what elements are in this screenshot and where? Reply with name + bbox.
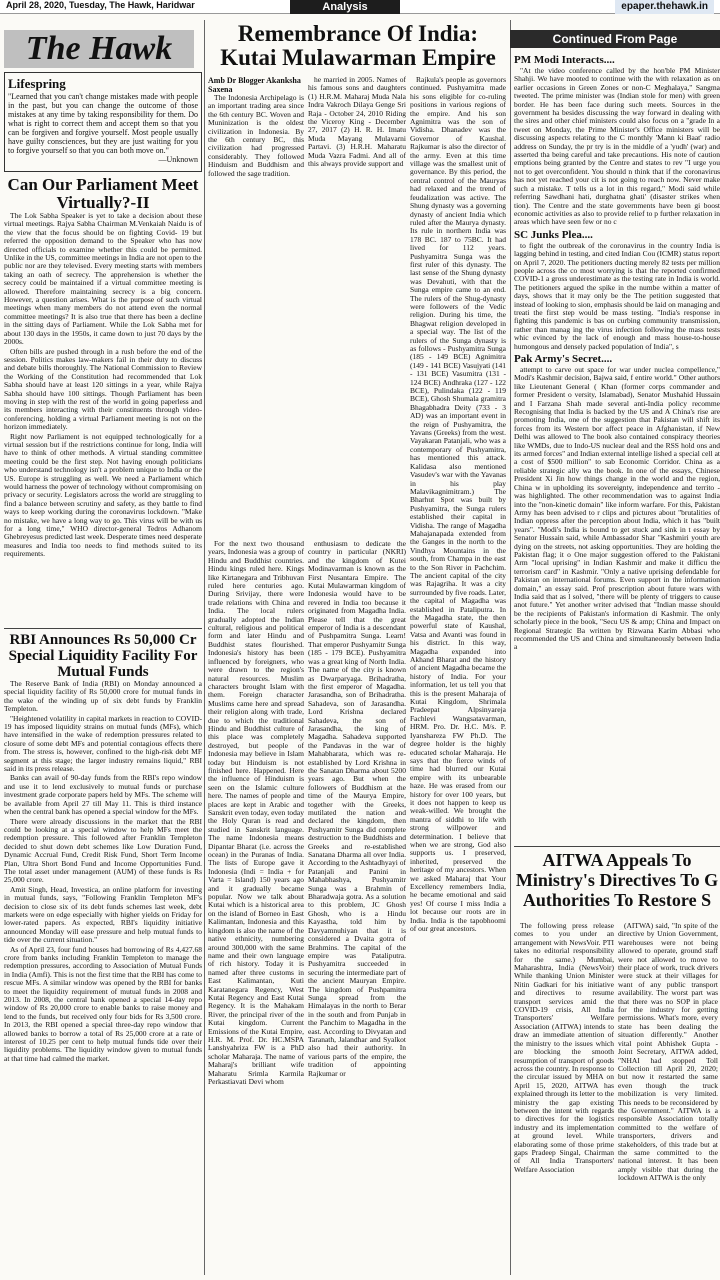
rbi-headline: RBI Announces Rs 50,000 Cr Special Liquidity Facility For Mutual Funds: [8, 632, 198, 680]
top-strip: [0, 0, 720, 14]
remembrance-col-2: [308, 76, 406, 536]
rbi-para: As of April 23, four fund houses had borrowing of Rs 4,427.68 crore from banks including Franklin Templeton to manage the redemption pressures, according to Association of Mutual Funds in India (Amfi). This is not the first time that the RBI has come to rescue MFs. A similar window was opened by the RBI for banks to meet the liquidity requirement of mutual funds in 2008 and 2013. In 2008, the central bank opened a special 14-day repo window of Rs 20,000 crore to enable banks to raise money and lend to the funds, but received only four bids for Rs 3,500 crore. In 2013, the RBI opened a special three-day repo window that allowed banks to borrow a total of Rs 25,000 crore at a rate of interest of 10.25 per cent to help mutual funds tide over their liquidity problems. The liquidity window given to mutual funds at that time had calmed the market.: [4, 944, 202, 1063]
aitwa-headline: AITWA Appeals To Ministry's Directives To G Authorities To Restore S: [515, 850, 719, 910]
sc-subhead: SC Junks Plea....: [514, 228, 593, 241]
continued-banner: Continued From Page: [510, 30, 720, 48]
remembrance-para: For the next two thousand years, Indonesia was a group of Hindu and Buddhist countries. Hindu kings ruled here. Kings like Kirtanegara and Tribhuvan ruled here centuries ago. During Srivijay, there were trade relations with China and India. The local rulers gradually adopted the Indian cultural, religious and political form and later Hindu and Buddhist states flourished. Indonesia's history has been influenced by foreigners, who were drawn to the region's natural resources. Muslim characters brought Islam with them. Foreign character Muslims came here and spread their religion along with trade, due to which the traditional Hindu and Buddhist culture of this place was completely destroyed, but people of Indonesia may believe in Islam today but Hinduism is not finished here. Happened. Here the influence of Hinduism is seen on the Islamic culture here. The names of people and places are kept in Arabic and Sanskrit even today, even today the Holy Quran is read and studied in Sanskrit language. The name Indonesia means Dipantar Bharat (i.e. across the ocean) in the Puranas of India. The lists of Europe gave it Indonesia (Indi = India + for Varta = Island) 150 years ago and it gradually became popular. Now we talk about Kutai which is a historical area on the island of Borneo in East Kalimantan, Indonesia and this kingdom is also the name of the native ethnicity, numbering around 300,000 with the same name and their own language of rich history. Today it is named after three customs in East Kalimantan, Kuti Karatanegara Regency, West Kutai Regency and East Kutai Regency. It is the Mahakam River, the principal river of the Kutai kingdom. Current Emissions of the Kutai Empire, H.R. M. Prof. Dr. HC.MSPA Lanshyahriza FW is a PhD scholar Maharaja. The name of Maharaj's brilliant wife Maharatu Srimla Karmila Perkastiavati Devi whom: [208, 540, 304, 1086]
modi-subhead: PM Modi Interacts....: [514, 54, 615, 66]
rbi-para: There were already discussions in the market that the RBI could be looking at a special window to help MFs meet the redemption pressure. This followed after Franklin Templeton decided to shut down debt schemes like Low Duration Fund, Dynamic Accrual Fund, Credit Risk Fund, Short Term Income Plan, Ultra Short Bond Fund and Income Opportunities Fund. The total asset under management (AUM) of these funds is Rs 25,000 crore.: [4, 816, 202, 885]
rbi-para: Amit Singh, Head, Investica, an online platform for investing in mutual funds, says, "Following Franklin Templeton MF's decision to close six of its debt funds schemes last week, debt markets were on edge especially with higher yields on Friday for lower-rated papers. As expected, RBI's liquidity initiative announced Monday will ease pressure and help mutual funds to tide over the current situation.": [4, 884, 202, 945]
lifespring-box: [4, 72, 202, 172]
parliament-article: [4, 176, 202, 626]
continued-articles: [514, 52, 720, 842]
pak-para: attempt to carve out space for war under nuclea compellence," Modi's Kashmir decision, Bajwa said, f entire world." Other authors like Lieutenant General ( Khan (former corps commander and former President o versity, Islamabad), Senator Mushahid Hussain and I Farzana Shah made several anti-India policy recomme Recognising that India is backed by the US and A China's rise are promoting India, one of the suggestion that Pakistan will shift its forces from its Western bor affect peace in Afghanistan, if New Delhi was allowed to The book also contained conspiracy theories like WMDs, due to Indo-US nuclear deal and the RSS hold ons and its armed forces" and Indian external intellige lished a special cell at a cost of $500 million" to sab Economic Corridor. China as a reliable strategic ally wa the book. In one of the essays, Chinese President Xi Jin how things change in the world and the region, China w in upholding its sovereignty, independence and territo - was highlighted. The other recommendation was to against India into the "non-kinetic domain" like inform warfare. For this, Pakistan Army has been advised to r clips and pictures about "brutalities of Indian oppress after the perception about India, which it has "built years". "Modi's India is bound to get stuck and sink in t essay by Senator Hussain said, while Ambassador Shar "Kashmiri youth are dying on the streets, not asking opportunities. They are holding the Pakistan flag; it o One major suggestion offered to the Pakistani Arm "local uprising" in Indian Kashmir and make it difficu the terrorism card" in Kashmir. "Only a native uprising defendable for Pakistan on international forums. Even support in the information domain," an essay said. Prof prescription about future wars with India said that as l solved, "there will be plenty of triggers to cause anot future." Yet another writer advised that "Indian masse should be the recipients of Pakistan's information di Kashmir. The only scholarly piece in the book, "Secu US & amp; China and Impact on Regional Strategic Ba written by Rizwana Karim Abbasi who recommended the US and China and simultaneously between India a: [514, 365, 720, 652]
issue-date: April 28, 2020, Tuesday, The Hawk, Haridwar: [6, 0, 195, 10]
divider: [514, 846, 720, 847]
parliament-para: Right now Parliament is not equipped technologically for a virtual session but if the restrictions continue for long, India will have to think of other methods. A virtual standing committee meeting could be the first step. Not having enough politicians who understand technology isn't a problem unique to India or the US. Europe is struggling as well. We need a Parliament which would harness the power of technology without compromising on privacy or security. Legislators across the world are struggling to find a balance between scrutiny and safety, as they battle to find ways to keep working during the coronavirus lockdown. "Make no mistake, we have a long way to go. This virus will be with us for a long time," WHO director-general Tedros Adhanom Ghebreyesus predicted last week. Desperate times need desperate measures and India too needs to find methods suited to its requirements.: [4, 431, 202, 559]
remembrance-col-2b: [308, 540, 406, 1276]
parliament-para: Often bills are pushed through in a rush before the end of the session. Politics makes law-makers fail in their duty to discuss and debate bills thoroughly. The National Commission to Review the Working of the Constitution had recommended that Lok Sabha should have at least 120 sittings in a year, while Rajya Sabha should have 100 sittings. Though Parliament has been moving in step with the rest of the world in going paperless and its members interacting with their constituents through video-conferencing, holding a virtual Parliament meeting is not on the horizon immediately.: [4, 346, 202, 432]
rbi-para: Banks can avail of 90-day funds from the RBI's repo window and use it to lend exclusively to mutual funds or purchase investment grade corporate papers held by MFs. The scheme will be available from April 27 till May 11. This is third instance when the central bank has opened a special window for the MFs.: [4, 773, 202, 817]
remembrance-headline: Remembrance Of India: Kutai Mulawarman Empire: [220, 22, 496, 70]
rbi-article: [4, 632, 202, 1276]
divider: [4, 628, 202, 629]
lifespring-author: —Unknown: [158, 155, 198, 164]
aitwa-headline-block: [514, 850, 720, 918]
aitwa-col-2: [618, 922, 718, 1276]
remembrance-col-1: [208, 76, 304, 536]
aitwa-col-1: [514, 922, 614, 1276]
rbi-para: "Heightened volatility in capital markets in reaction to COVID-19 has imposed liquidity strains on mutual funds (MFs), which have intensified in the wake of redemption pressures related to closure of some debt MFs and potential contagious effects there from. The stress is, however, confined to the high-risk debt MF segment at this stage; the larger industry remains liquid," RBI said in its press release.: [4, 713, 202, 774]
remembrance-col-1b: [208, 540, 304, 1276]
remembrance-para: Rajkula's people as governors continued. Pushyamitra made his sons eligible for co-ruling positions in various regions of the empire. And his son Agnimitra was the son of Vidisha. Dhanadev was the Governor of Kaushal. Rajkumar is also the director of the army. Even at this time village was the smallest unit of governance. By this period, the central control of the Mauryas had relaxed and the trend of feudalization was active. The Shung dynasty was a governing dynasty of ancient India which ruled after the Maurya dynasty. Its rule in northern India was 178 BC. 187 to 75BC. It had lived for 112 years. Pushyamitra Sunga was the first ruler of this dynasty. The last sense of the Shung dynasty was Devahuti, with that the Sunga empire came to an end. The rulers of the Shug-dynasty were followers of the Vedic religion. During his time, the Bhagwat religion developed in a special way. The list of the rulers of the Sunga dynasty is as follows - Pushyamitra Sunga (185 - 149 BCE) Agnimitra (149 - 141 BCE) Vasujyati (141 - 131 BCE) Vasumitra (131 - 124 BCE) Andhraka (127 - 122 BCE), Pulindaka (122 - 119 BCE), Ghosh Shumala gramitra Bhagabhadra Deity (733 - 3 AD) was an important event in the reign of Pushyamitra, the Yavans (Greeks) from the west. Vayakaran Patanjali, who was a contemporary of Pushyamitra, has mentioned this attack. Kalidasa also mentioned Vasudev's war with the Yavanas in his play Malavikagnimitram.) The Bharhut Spot was built by Pushyamitra, the Sunga rulers established their capital in Vidisha. The range of Magadha Mahajanapada extended from the Ganges in the north to the Vindhya Mountains in the south, from Champa in the east to the Son River in Pachchim. The ancient capital of the city was Rajagriha. It was a city surrounded by five roads. Later, the capital of Magadha was established in Pataliputra. In the Magadha state, the then powerful state of Kaushal, Vatsa and Avanti was found in his district. In this way, Magadha expanded into Akhand Bharat and the history of ancient Magadha became the history of India. For your information, let us tell you that this is the present Maharaja of Kutai Kingdom, Shrimala Pradeepat Alpsinyareja Fachlevi Wangsatavarman, HRM. Pro. Dr. H.C. M/s. P. Iyanshareza FW Ph.D. The degree holder is the highly educated scholar Maharaja. He says that the fierce winds of time had blurred our Kutai empire with its unbearable haze. He was erased from our history for over 100 years, but it does not happen to keep us weak-willed. We brought the mantra of siddhi to life with strong willpower and determination. I believe that when we are strong, God also supports us. I preserved, inherited, preserved the heritage of my ancestors. When we asked Maharaj that Your Excellency remembers India, he became emotional and said yes! Of course I miss India a lot because our roots are in India. India is the tapobhoomi of our great ancestors.: [410, 76, 506, 934]
remembrance-para: he married in 2005. Names of his famous sons and daughters (1) H.R.M. Maharaj Muda Nala Indra Vakroch Dilaya Genge Sri Raja - October 24, 2010 Riding the Viceroy King - December 27, 2017 (2) H. R. H. Imatu Muda Mayang Mulavarni Partavi. (3) H.R.H. Maharatu Muda Vazra Fadmi. And all of this always provide support and: [308, 76, 406, 169]
byline: Amb Dr Blogger Akanksha Saxena: [208, 76, 301, 94]
parliament-para: The Lok Sabha Speaker is yet to take a decision about these virtual meetings. Rajya Sabha Chairman M.Venkaiah Naidu is of the view that the focus should be on fighting Covid- 19 but referred the opposition demand to the Speaker who has now directed officials to examine whether this could be permitted. Unlike in the US, committee meetings in India are not open to the public nor are they televised. Every meeting starts with members taking an oath of secrecy. The apprehension is whether the secrecy could be maintained if a virtual committee meeting is allowed. Therefore maintaining secrecy is a big concern. However, a question arises. What is the purpose of such virtual meetings when many members do not attend even the normal committee meetings? It is also true that there has been a decline in the sitting days of Parliament. While the Lok Sabha met for about 130 days in the 1950s, it came down to just 70 days by the 2000s.: [4, 211, 202, 347]
aitwa-para: (AITWA) said, "In spite of the directive by Union Government, warehouses were not being allowed to operate, ground staff were not allowed to move to their place of work, truck drivers were stuck at their villages for want of any public transport availability. The worst part was that there was no SOP in place for the industry for getting permissions. What's more, every state has been dealing the situation differently." Another vital point Abhishek Gupta - Joint Secretary, AITWA added, "NHAI had stopped Toll Collection till April 20, 2020; but now it restarted the same even though the truck mobilization is very limited. This needs to be reconsidered by the Government." AITWA is a responsible Association totally committed to the welfare of transporters, drivers and stakeholders, of this trade but at the same committed to the national interest. It has been amply visible that during the lockdown AITWA is the only: [618, 922, 718, 1183]
rbi-para: The Reserve Bank of India (RBI) on Monday announced a special liquidity facility of Rs 50,000 crore for mutual funds in the wake of the winding up of six debt funds by Franklin Templeton.: [4, 679, 202, 714]
column-rule: [510, 20, 511, 1275]
parliament-headline: Can Our Parliament Meet Virtually?-II: [7, 176, 199, 212]
remembrance-headline-block: [208, 22, 508, 74]
remembrance-para: The Indonesia Archipelago is an important trading area since the 6th century BC. Woven and Muninization is the oldest civilization in Indonesia. By the 6th century BC, this civilization had progressed considerably. They followed Hinduism and Buddhism and followed the sage tradition.: [208, 93, 304, 178]
lifespring-quote: "Learned that you can't change mistakes made with people in the past, but you can change the outcome of those mistakes at any time by taking responsibility for them. Do what is right to correct them and accept them so that you can be forgiven and forgive yourself. Most people usually have guilty consciences, but they are just waiting for you to forgive yourself so that you can both move on.": [8, 92, 198, 155]
remembrance-col-3: [410, 76, 506, 1276]
aitwa-para: The following press release comes to you under an arrangement with NewsVoir. PTI takes no editorial responsibility for the same.) Mumbai, Maharashtra, India (NewsVoir) While thanking Union Minister Nitin Gadkari for his initiative and directives to resume transport services amid the COVID-19 crisis, All India Transporters' Welfare Association (AITWA) intends to draw an immediate attention of the ministry to the issues which are blocking the smooth resumption of transport of goods across the country. In response to the circular issued by MHA on April 15, 2020, AITWA has explained through its letter to the ministry the gap existing between the intent with regards to directives for the logistics industry and its implementation at ground level. While elaborating some of those prime gaps Pradeep Singal, Chairman of All India Transporters' Welfare Association: [514, 922, 614, 1174]
remembrance-para: enthusiasm to dedicate the country in particular (NKRI) and the kingdom of Kutei Modinavarman is known as the First Nusantara Empire. The Kutai Mulawarman kingdom of Indonesia would have to be revered in India too because it originated from Magadha India. Please tell that the great emperor of India is a descendant of Pushpamitra Sunga. Learn! That emperor Pushyamitr Sunga (185 - 179 BCE). Pushyamitra was a great king of North India. The name of the city is known as Dwarparyaga. Brihadratha, the first emperor of Magadha. Jarasandha, son of Brihadratha. Sahadeva, son of Jarasandha. Lord Krishna declared Sahadeva, the son of Jarasandha, the king of Magadha. Sahadeva supported the Pandavas in the war of Mahabharata, which was re-established by Lord Krishna in the Sanatan Dharma about 5200 years ago. But when the followers of Buddhism at the time of the Maurya Empire, together with the Greeks, mutilated the nation and declared the kingdom, then Pushyamitr Sunga did complete destruction to the Buddhists and Greeks and re-established Sanatana Dharma all over India. According to the Ashtadhyayi of Patanjali and Panini in Mahabhashya, Pushyamitr Sunga was a Brahmin of Bharadwaja gotra. As a solution to this problem, JC Ghosh Ghosh, who is a Hindu Kayastha, told him by Davyamnuhiyan that it is considered a Dvaita gotra of Brahmins. The capital of the empire was Pataliputra. Pushyamitra succeeded in securing the intermediate part of the ancient Mauryan Empire. The kingdom of Pushpamitra Sunga spread from the Himalayas in the north to Berar in the south and from Punjab in the Panchim to Magadha in the east. According to Divyatan and Taranath, Jalandhar and Syalkot also had their authority. In various parts of the empire, the tradition of appointing Rajkumar or: [308, 540, 406, 1078]
modi-para: "At the video conference called by the hon'ble PM Minister Shahji. We have mooted to continue with the with relaxation as on earlier occasions in Green Zones or non-C Meghalaya," Sangma tweeted. The prime minister was (Indian stole for men) with green border. He has been face during such meets. Sources in the government ha besides discussing the way forward in dealing with the sires and other chief ministers could also focus on a "grade In a tweet on Monday, the Prime Minister's Office ministers will be discussing aspects relating to the C monthly 'Mann ki Baat' radio address on Sunday, the pr try is in the middle of a 'yudh' (war) and asserted tha being careful and take precautions. His note of caution emptions being granted by the Centre and states to rev "I urge you not to get overconfident. You should n think that if the coronavirus has not yet reached your cit is not going to reach now. Never make such a mistake. T tells us a lot in this regard," Modi said while referring Sawdhani hati, durghatna ghati' (disaster strikes when tion). The Centre and the state governments have been gi boost economic activities as also to provide relief to p further relaxation in areas which have seen few or no c: [514, 66, 720, 227]
pak-subhead: Pak Army's Secret....: [514, 353, 613, 365]
section-label: Analysis: [290, 0, 400, 14]
masthead-logo: The Hawk: [4, 30, 194, 68]
site-link[interactable]: epaper.thehawk.in: [615, 0, 714, 14]
column-rule: [204, 20, 205, 1275]
lifespring-title: Lifespring: [8, 76, 66, 91]
sc-para: to fight the outbreak of the coronavirus in the country India is lagging behind in testing, and cited Indian Cou (ICMR) status report on April 7, 2020. The petitioners ducting merely 82 tests per million people across the co most worrying is that the reported confirmed COVID-1 a gross underestimate as the testing rate in India is world. The petitioners argued the spike in the numbe within a matter of days, shows that it may only be the The petition suggested that instead of looking to sion, emphasis should be laid on managing and treati the first step would be mass testing. "India's response in fighting this pandemic is bas on curbing community transmission, rather than manag ing the virus infection following the mass tests whic evinced by the lack of enough and mass house-to-house humongous and densely packed population of India", s: [514, 240, 720, 351]
